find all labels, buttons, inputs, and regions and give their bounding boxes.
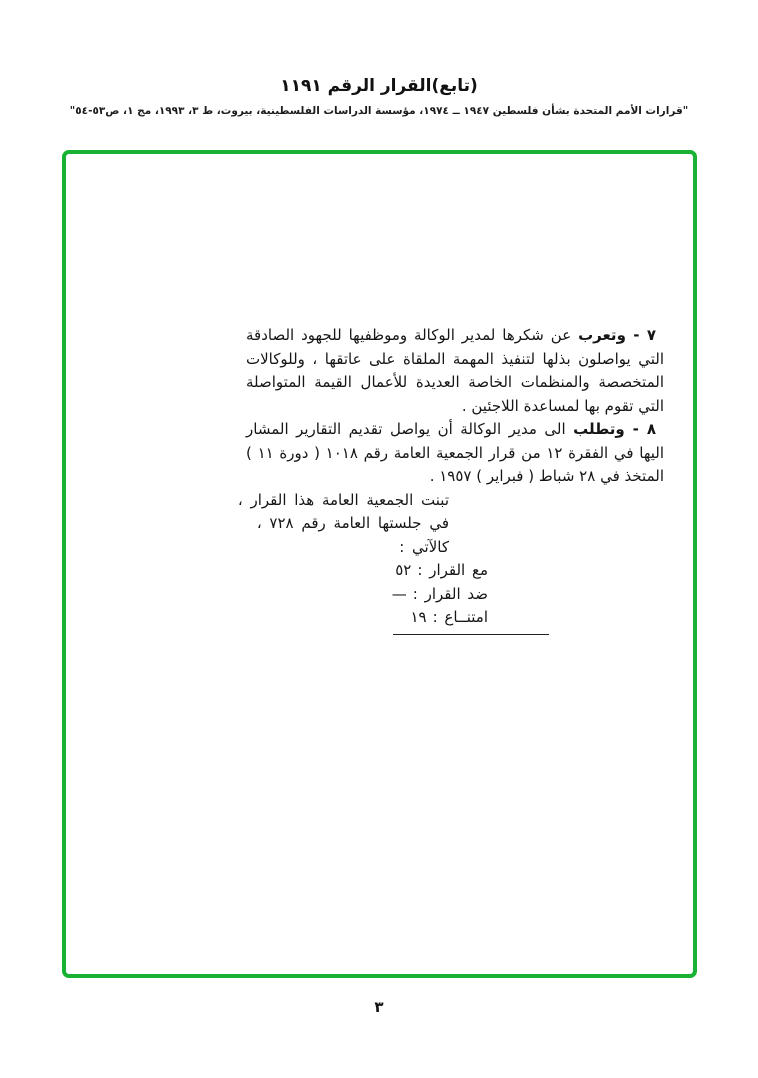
vote-abstain-row (246, 606, 488, 630)
vote-with-row (246, 559, 488, 583)
vote-with-value: ٥٢ (395, 561, 412, 579)
vote-against-row (246, 583, 488, 607)
vote-abstain-label: امتنــاع : (432, 608, 488, 626)
vote-divider-rule (393, 634, 549, 635)
para8-lead: ٨ - وتطلب (573, 420, 656, 438)
resolution-text (237, 324, 665, 635)
para7-line2: التي يواصلون بذلها لتنفيذ المهمة الملقاة على عاتقها ، وللوكالات (246, 349, 664, 368)
para8-line2: اليها في الفقرة ١٢ من قرار الجمعية العامة رقم ١٠١٨ ( دورة ١١ ) (246, 443, 665, 462)
vote-against-value: — (391, 584, 407, 603)
adoption-line1: تبنت الجمعية العامة هذا القرار ، (237, 490, 449, 509)
para7-line3: المتخصصة والمنظمات الخاصة العديدة للأعمال القيمة المتواصلة (246, 373, 664, 391)
para8-line1-rest: الى مدير الوكالة أن يواصل تقديم التقارير المشار (246, 420, 574, 438)
para7-line1-rest: عن شكرها لمدير الوكالة وموظفيها للجهود الصادقة (246, 326, 579, 344)
vote-against-label: ضد القرار : (412, 584, 488, 603)
para8-line1 (246, 418, 664, 442)
adoption-line3: كالآتي : (399, 537, 449, 556)
citation-line: "قرارات الأمم المتحدة بشأن فلسطين ١٩٤٧ ــ ١٩٧٤، مؤسسة الدراسات الفلسطينية، بيروت، ط ٣، ١٩٩٣، مج ١، ص٥٣-٥٤" (69, 105, 689, 117)
page-number: ٣ (374, 998, 384, 1016)
para8-line3: المتخذ في ٢٨ شباط ( فبراير ) ١٩٥٧ . (429, 467, 664, 485)
para7-line4: التي تقوم بها لمساعدة اللاجئين . (461, 396, 664, 415)
vote-with-label: مع القرار : (417, 561, 488, 579)
adoption-line2: في جلستها العامة رقم ٧٢٨ ، (256, 514, 449, 532)
highlight-box (62, 150, 697, 978)
para7-lead: ٧ - وتعرب (578, 326, 656, 344)
vote-abstain-value: ١٩ (410, 608, 427, 626)
page-title: (تابع)القرار الرقم ١١٩١ (280, 76, 478, 96)
para7-line1 (246, 324, 664, 348)
